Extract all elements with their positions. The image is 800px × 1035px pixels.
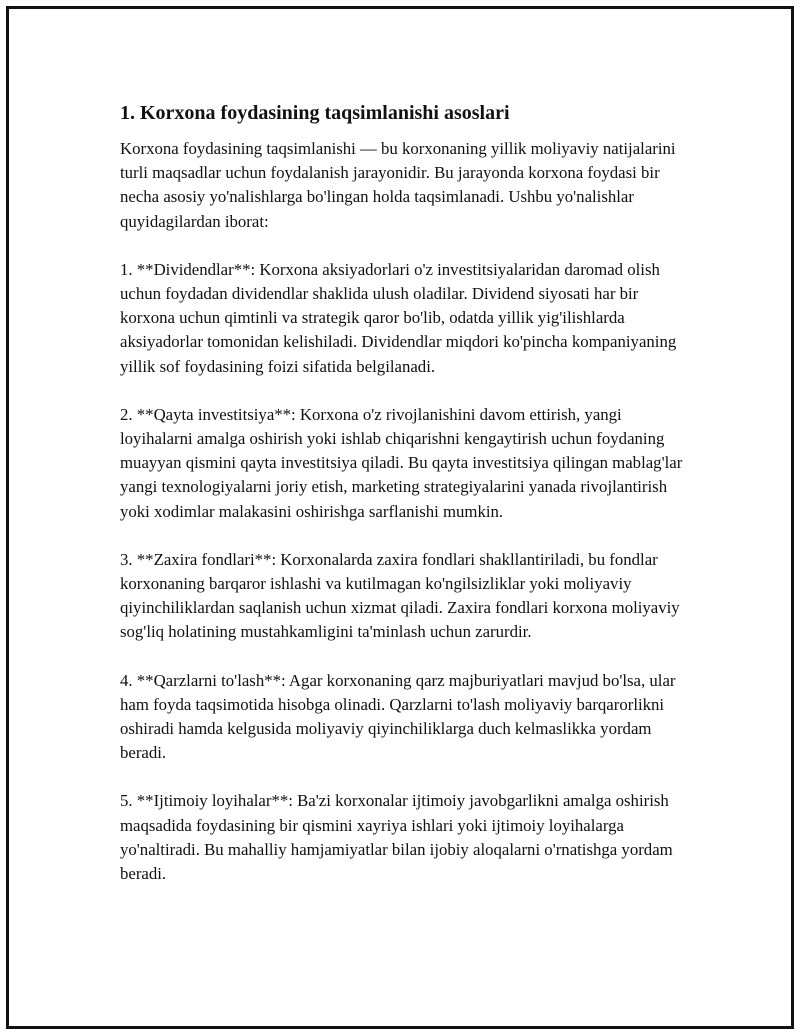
document-body [120, 99, 690, 910]
list-item-social-projects: 5. **Ijtimoiy loyihalar**: Ba'zi korxonalar ijtimoiy javobgarlikni amalga oshirish maqsadida foydasining bir qismini xayriya ishlari yoki ijtimoiy loyihalarga yo'naltiradi. Bu mahalliy hamjamiyatlar bilan ijobiy aloqalarni o'rnatishga yordam beradi. [120, 791, 673, 884]
intro-paragraph: Korxona foydasining taqsimlanishi — bu korxonaning yillik moliyaviy natijalarini turli maqsadlar uchun foydalanish jarayonidir. Bu jarayonda korxona foydasi bir necha asosiy yo'nalishlarga bo'lingan holda taqsimlanadi. Ushbu yo'nalishlar quyidagilardan iborat: [120, 139, 676, 231]
section-heading: 1. Korxona foydasining taqsimlanishi asoslari [120, 102, 510, 124]
page-frame [6, 6, 794, 1029]
list-item-reinvestment: 2. **Qayta investitsiya**: Korxona o'z rivojlanishini davom ettirish, yangi loyihalarni amalga oshirish yoki ishlab chiqarishni kengaytirish uchun foydaning muayyan qismini qayta investitsiya qiladi. Bu qayta investitsiya qilingan mablag'lar yangi texnologiyalarni joriy etish, marketing strategiyalarini yanada rivojlantirish yoki xodimlar malakasini oshirishga sarflanishi mumkin. [120, 404, 683, 521]
list-item-dividends: 1. **Dividendlar**: Korxona aksiyadorlari o'z investitsiyalaridan daromad olish uchun foydadan dividendlar shaklida ulush oladilar. Dividend siyosati har bir korxona uchun qimtinli va strategik qaror bo'lib, odatda yillik yig'ilishlarda aksiyadorlar tomonidan kelishiladi. Dividendlar miqdori ko'pincha kompaniyaning yillik sof foydasining foizi sifatida belgilanadi. [120, 259, 677, 376]
list-item-debt-repayment: 4. **Qarzlarni to'lash**: Agar korxonaning qarz majburiyatlari mavjud bo'lsa, ular ham foyda taqsimotida hisobga olinadi. Qarzlarni to'lash moliyaviy barqarorlikni oshiradi hamda kelgusida moliyaviy qiyinchiliklarga duch kelmaslikka yordam beradi. [120, 670, 676, 763]
list-item-reserve-funds: 3. **Zaxira fondlari**: Korxonalarda zaxira fondlari shakllantiriladi, bu fondlar korxonaning barqaror ishlashi va kutilmagan ko'ngilsizliklar yoki moliyaviy qiyinchiliklardan saqlanish uchun xizmat qiladi. Zaxira fondlari korxona moliyaviy sog'liq holatining mustahkamligini ta'minlash uchun zarurdir. [120, 549, 680, 642]
